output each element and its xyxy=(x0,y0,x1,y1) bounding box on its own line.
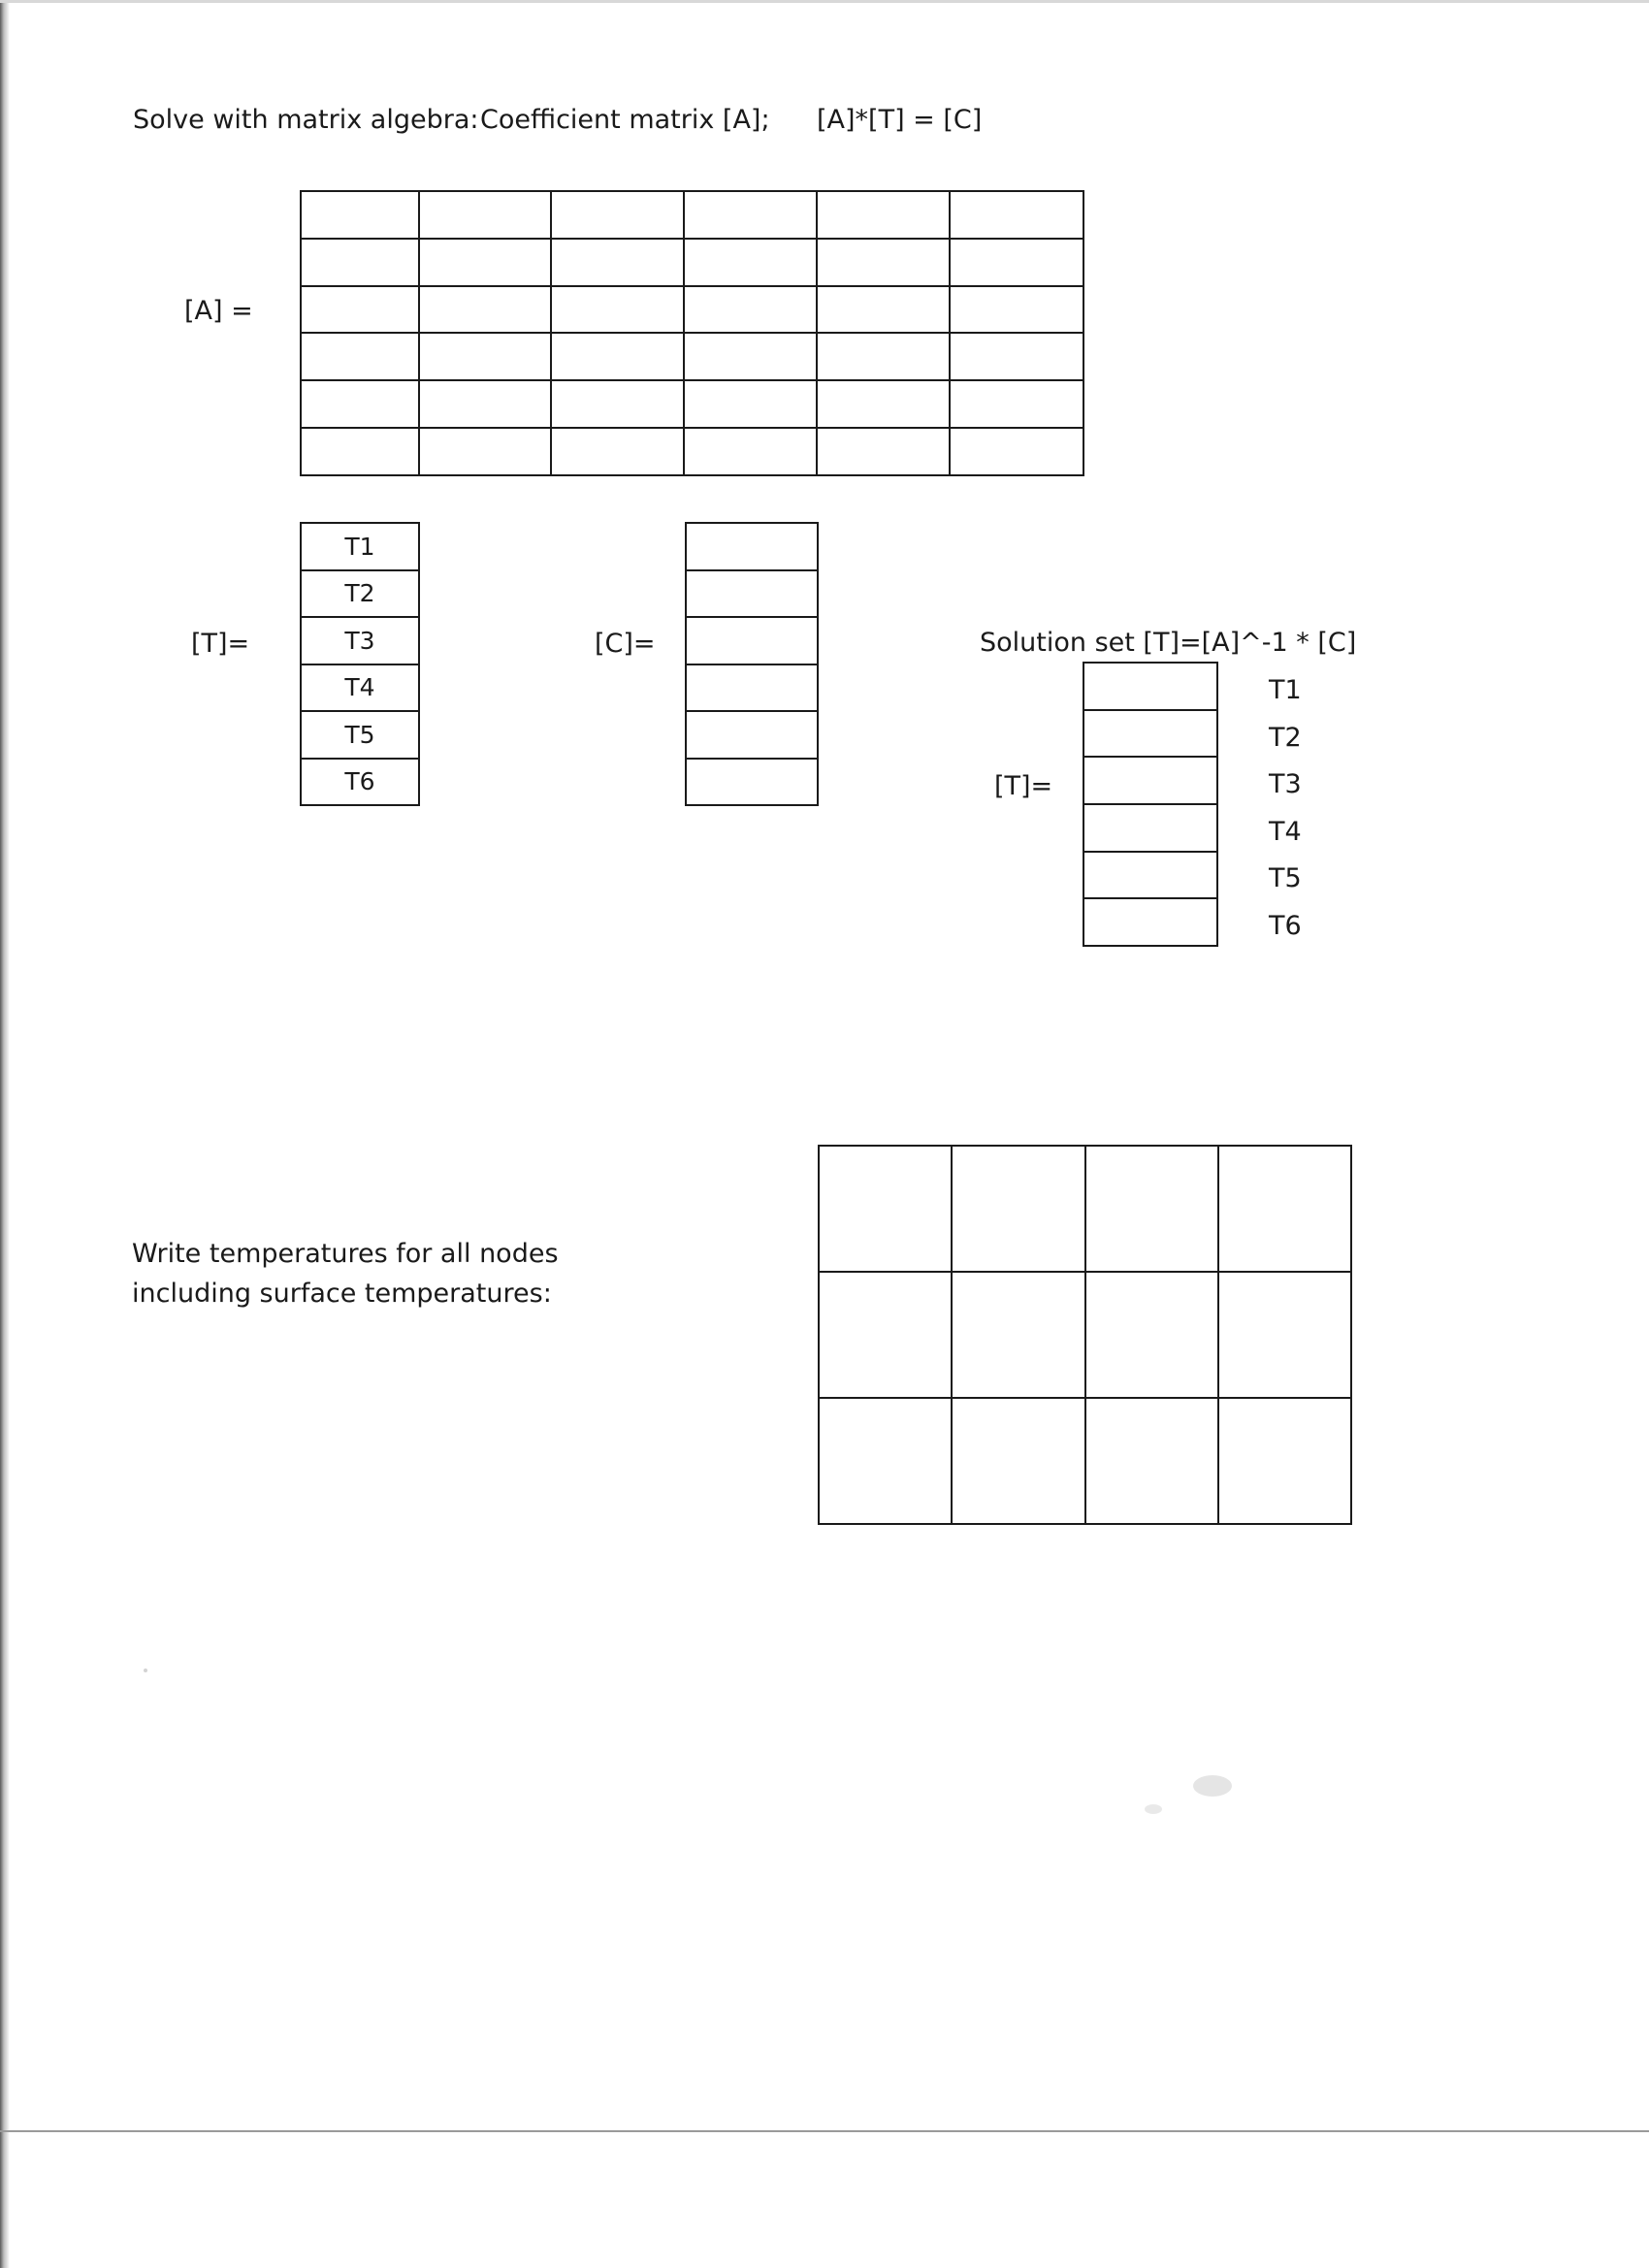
matrix-a-cell[interactable] xyxy=(551,380,684,428)
vector-t-cell: T2 xyxy=(301,570,419,618)
matrix-a-cell[interactable] xyxy=(684,333,817,380)
matrix-a-cell[interactable] xyxy=(950,428,1083,475)
node-cell[interactable] xyxy=(819,1398,952,1524)
solution-t-label: [T]= xyxy=(994,771,1053,801)
vector-c-cell[interactable] xyxy=(686,759,818,806)
vector-c-label: [C]= xyxy=(595,629,656,659)
node-cell[interactable] xyxy=(952,1398,1084,1524)
matrix-a-cell[interactable] xyxy=(817,428,951,475)
matrix-a-cell[interactable] xyxy=(684,286,817,334)
vector-c-cell[interactable] xyxy=(686,617,818,664)
scan-smudge xyxy=(1193,1775,1232,1797)
matrix-a-cell[interactable] xyxy=(301,286,419,334)
matrix-a-label: [A] = xyxy=(184,296,253,326)
node-cell[interactable] xyxy=(1085,1146,1218,1272)
solution-name: T6 xyxy=(1269,911,1302,941)
scan-speck xyxy=(144,1669,147,1672)
solution-cell[interactable] xyxy=(1083,710,1217,758)
node-cell[interactable] xyxy=(952,1272,1084,1398)
node-cell[interactable] xyxy=(1218,1398,1351,1524)
matrix-a-cell[interactable] xyxy=(301,333,419,380)
solution-name: T4 xyxy=(1269,817,1302,847)
vector-t-cell: T6 xyxy=(301,759,419,806)
solution-cell[interactable] xyxy=(1083,804,1217,852)
matrix-a-cell[interactable] xyxy=(551,191,684,239)
scan-edge xyxy=(0,0,10,2268)
vector-c-cell[interactable] xyxy=(686,711,818,759)
solution-name: T3 xyxy=(1269,769,1302,799)
vector-t-cell: T4 xyxy=(301,664,419,712)
matrix-a-cell[interactable] xyxy=(684,191,817,239)
vector-t-grid xyxy=(300,522,420,806)
matrix-a-cell[interactable] xyxy=(419,428,552,475)
matrix-a-cell[interactable] xyxy=(684,428,817,475)
matrix-a-cell[interactable] xyxy=(551,333,684,380)
node-cell[interactable] xyxy=(1218,1272,1351,1398)
vector-t-cell: T1 xyxy=(301,523,419,570)
equation-label: [A]*[T] = [C] xyxy=(817,105,983,135)
solution-title: Solution set [T]=[A]^-1 * [C] xyxy=(980,628,1357,658)
matrix-a-cell[interactable] xyxy=(419,239,552,286)
matrix-a-grid xyxy=(300,190,1084,476)
coefficient-label: Coefficient matrix [A]; xyxy=(480,105,770,135)
matrix-a-cell[interactable] xyxy=(950,191,1083,239)
scan-edge-top xyxy=(0,0,1649,3)
matrix-a-cell[interactable] xyxy=(817,333,951,380)
nodes-instruction-line2: including surface temperatures: xyxy=(132,1279,552,1309)
matrix-a-cell[interactable] xyxy=(301,380,419,428)
solution-cell[interactable] xyxy=(1083,663,1217,710)
solution-name: T1 xyxy=(1269,675,1302,705)
matrix-a-cell[interactable] xyxy=(950,380,1083,428)
matrix-a-cell[interactable] xyxy=(817,380,951,428)
matrix-a-cell[interactable] xyxy=(551,286,684,334)
matrix-a-cell[interactable] xyxy=(419,333,552,380)
solution-cell[interactable] xyxy=(1083,852,1217,899)
node-cell[interactable] xyxy=(952,1146,1084,1272)
node-cell[interactable] xyxy=(819,1272,952,1398)
matrix-a-cell[interactable] xyxy=(684,380,817,428)
vector-t-cell: T5 xyxy=(301,711,419,759)
matrix-a-cell[interactable] xyxy=(817,239,951,286)
matrix-a-cell[interactable] xyxy=(551,239,684,286)
node-grid xyxy=(818,1145,1352,1525)
solution-cell[interactable] xyxy=(1083,898,1217,946)
page-bottom-edge xyxy=(0,2130,1649,2132)
scan-smudge xyxy=(1145,1804,1162,1814)
solution-cell[interactable] xyxy=(1083,757,1217,804)
matrix-a-cell[interactable] xyxy=(817,286,951,334)
vector-t-cell: T3 xyxy=(301,617,419,664)
matrix-a-cell[interactable] xyxy=(950,333,1083,380)
matrix-a-cell[interactable] xyxy=(817,191,951,239)
matrix-a-cell[interactable] xyxy=(551,428,684,475)
matrix-a-cell[interactable] xyxy=(301,428,419,475)
vector-c-cell[interactable] xyxy=(686,523,818,570)
vector-c-grid xyxy=(685,522,819,806)
node-cell[interactable] xyxy=(1085,1398,1218,1524)
solution-grid xyxy=(1083,662,1218,947)
solution-name: T5 xyxy=(1269,863,1302,893)
matrix-a-cell[interactable] xyxy=(301,191,419,239)
node-cell[interactable] xyxy=(1085,1272,1218,1398)
node-cell[interactable] xyxy=(1218,1146,1351,1272)
matrix-a-cell[interactable] xyxy=(950,239,1083,286)
matrix-a-cell[interactable] xyxy=(950,286,1083,334)
nodes-instruction-line1: Write temperatures for all nodes xyxy=(132,1239,559,1269)
matrix-a-cell[interactable] xyxy=(419,286,552,334)
matrix-a-cell[interactable] xyxy=(684,239,817,286)
matrix-a-cell[interactable] xyxy=(301,239,419,286)
solution-name: T2 xyxy=(1269,723,1302,753)
vector-t-label: [T]= xyxy=(191,629,250,659)
matrix-a-cell[interactable] xyxy=(419,191,552,239)
vector-c-cell[interactable] xyxy=(686,664,818,712)
solve-label: Solve with matrix algebra: xyxy=(133,105,479,135)
matrix-a-cell[interactable] xyxy=(419,380,552,428)
vector-c-cell[interactable] xyxy=(686,570,818,618)
node-cell[interactable] xyxy=(819,1146,952,1272)
